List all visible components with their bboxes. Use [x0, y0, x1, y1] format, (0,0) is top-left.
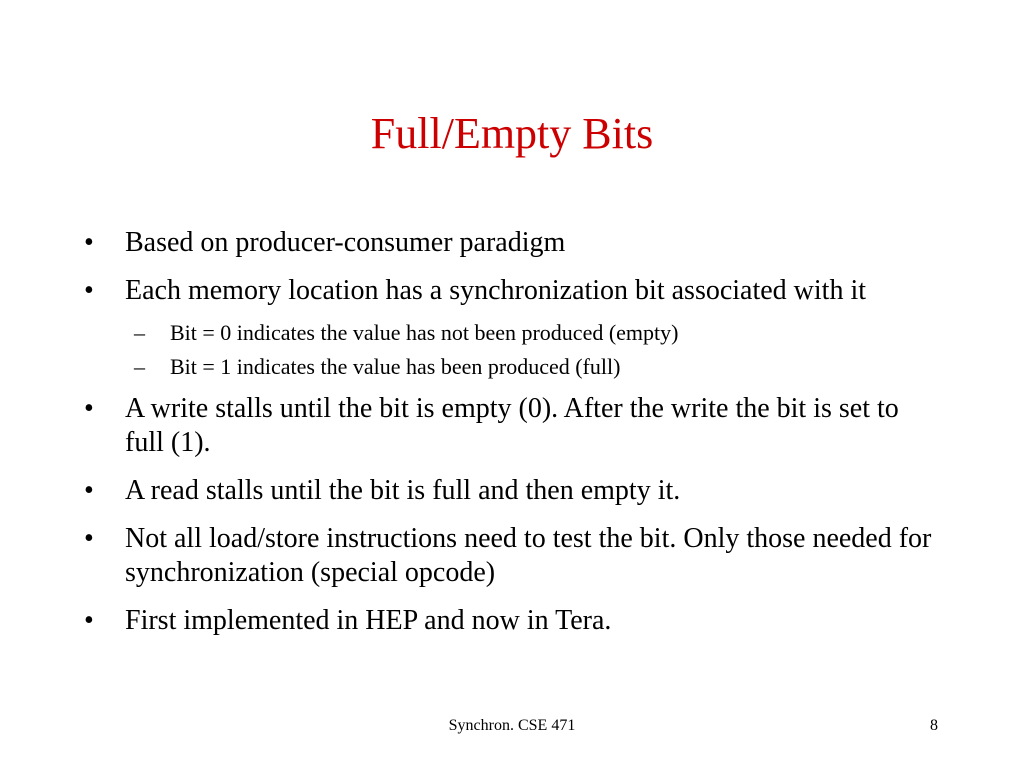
bullet-marker: •: [84, 393, 94, 424]
bullet-item: [84, 274, 944, 308]
bullet-item: [84, 604, 944, 638]
bullet-marker: •: [84, 523, 94, 554]
slide-footer: Synchron. CSE 471: [448, 717, 576, 734]
bullet-text: First implemented in HEP and now in Tera.: [125, 605, 612, 636]
sub-bullet-text: Bit = 1 indicates the value has been produced (full): [170, 354, 621, 379]
sub-bullet-marker: –: [134, 354, 145, 379]
bullet-marker: •: [84, 605, 94, 636]
bullet-text: A read stalls until the bit is full and then empty it.: [125, 475, 681, 506]
bullet-text: Each memory location has a synchronization bit associated with it: [125, 275, 867, 306]
bullet-item: [84, 226, 944, 260]
sub-bullet-text: Bit = 0 indicates the value has not been produced (empty): [170, 320, 679, 345]
sub-bullet-marker: –: [134, 320, 145, 345]
bullet-item: [84, 522, 944, 590]
bullet-marker: •: [84, 227, 94, 258]
bullet-text: A write stalls until the bit is empty (0). After the write the bit is set to full (1).: [125, 393, 899, 458]
slide-title: Full/Empty Bits: [370, 109, 654, 158]
bullet-list: [84, 226, 944, 652]
bullet-item: [84, 474, 944, 508]
bullet-marker: •: [84, 475, 94, 506]
page-number: 8: [930, 717, 938, 734]
bullet-text: Not all load/store instructions need to test the bit. Only those needed for synchronization (special opcode): [125, 523, 932, 588]
bullet-item: [84, 392, 944, 460]
bullet-marker: •: [84, 275, 94, 306]
sub-bullet-item: [84, 354, 944, 380]
sub-bullet-item: [84, 320, 944, 346]
bullet-text: Based on producer-consumer paradigm: [125, 227, 566, 258]
